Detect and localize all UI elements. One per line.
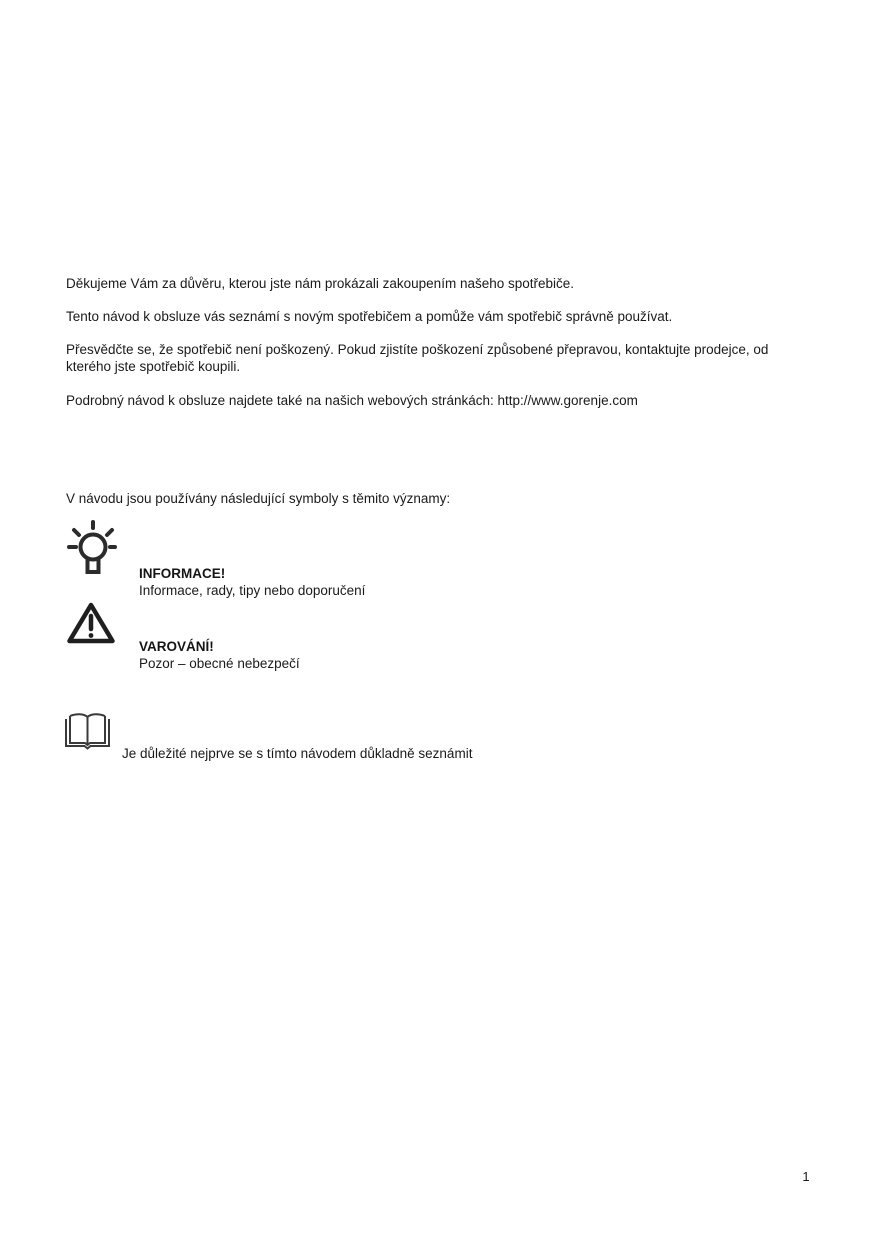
- page-number: 1: [802, 1169, 810, 1184]
- symbol-info-title: INFORMACE!: [139, 566, 226, 581]
- open-book-icon: [64, 710, 111, 750]
- symbol-info-description: Informace, rady, tipy nebo doporučení: [139, 583, 366, 598]
- symbol-book-description: Je důležité nejprve se s tímto návodem důkladně seznámit: [122, 746, 473, 761]
- symbol-warning-description: Pozor – obecné nebezpečí: [139, 656, 300, 671]
- intro-paragraph-thanks: Děkujeme Vám za důvěru, kterou jste nám prokázali zakoupením našeho spotřebiče.: [66, 276, 575, 291]
- symbol-info: [139, 565, 365, 599]
- intro-paragraph-manual: Tento návod k obsluze vás seznámí s novým spotřebičem a pomůže vám spotřebič správně používat.: [66, 309, 673, 324]
- intro-paragraph-damage: Přesvědčte se, že spotřebič není poškozený. Pokud zjistíte poškození způsobené přepravou, kontaktujte prodejce, od kterého jste spotřebič koupili.: [66, 342, 769, 374]
- warning-triangle-icon: [66, 601, 116, 645]
- symbols-heading: V návodu jsou používány následující symboly s těmito významy:: [66, 491, 451, 506]
- symbol-warning-title: VAROVÁNÍ!: [139, 639, 214, 654]
- symbol-warning: [139, 638, 300, 672]
- lightbulb-icon: [67, 519, 117, 581]
- intro-paragraph-website: Podrobný návod k obsluze najdete také na našich webových stránkách: http://www.gorenje.com: [66, 393, 638, 408]
